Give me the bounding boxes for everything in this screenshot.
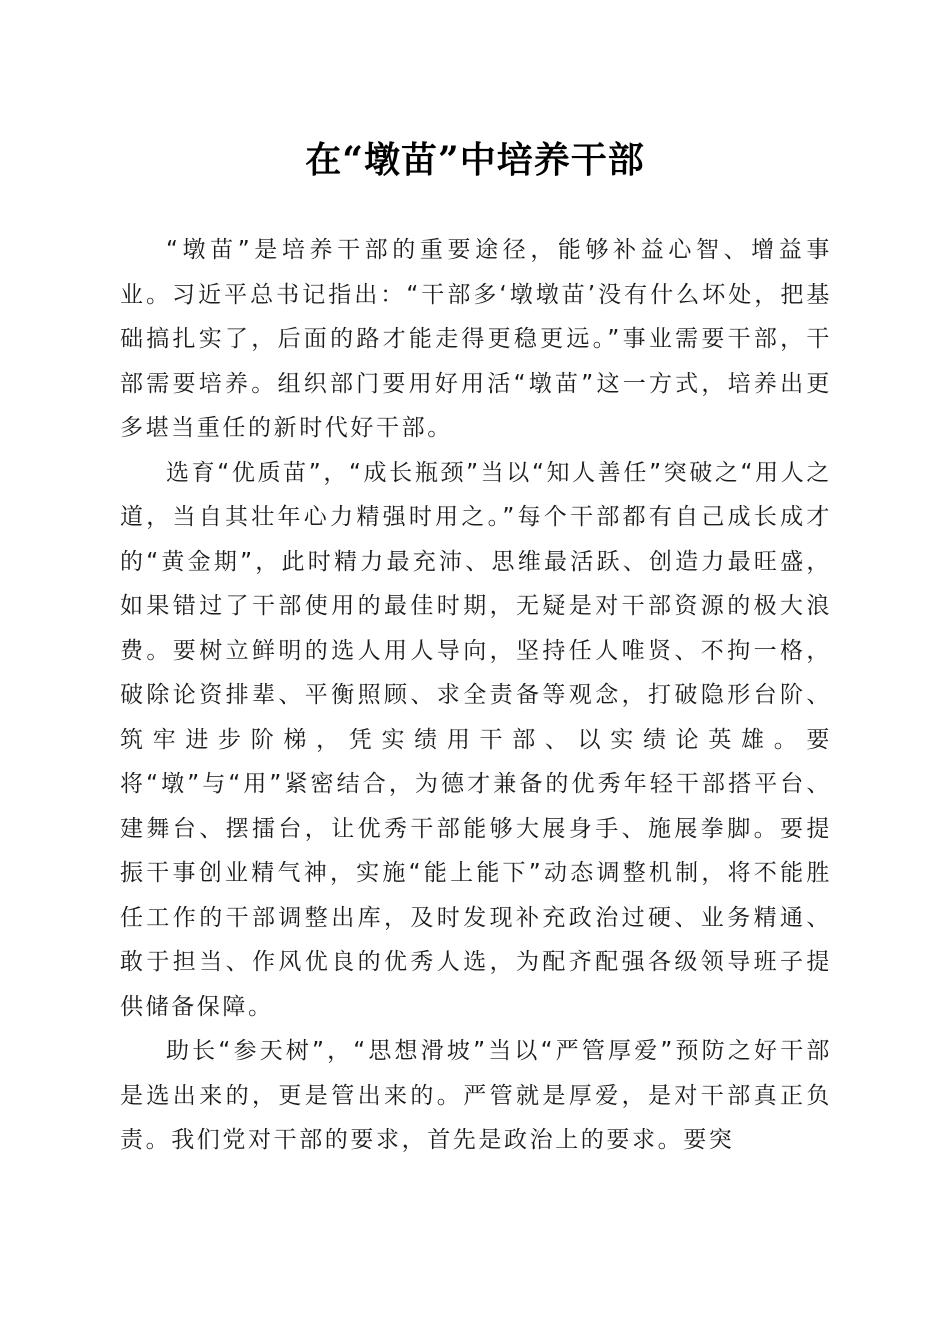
paragraph-3: 助长“参天树”，“思想滑坡”当以“严管厚爱”预防之好干部是选出来的，更是管出来的。严管就是厚爱，是对干部真正负责。我们党对干部的要求，首先是政治上的要求。要突 xyxy=(120,1038,832,1153)
paragraph-2: 选育“优质苗”，“成长瓶颈”当以“知人善任”突破之“用人之道，当自其壮年心力精强时用之。”每个干部都有自己成长成才的“黄金期”，此时精力最充沛、思维最活跃、创造力最旺盛，如果错过了干部使用的最佳时期，无疑是对干部资源的极大浪费。要树立鲜明的选人用人导向，坚持任人唯贤、不拘一格，破除论资排辈、平衡照顾、求全责备等观念，打破隐形台阶、筑牢进步阶梯，凭实绩用干部、以实绩论英雄。要将“墩”与“用”紧密结合，为德才兼备的优秀年轻干部搭平台、建舞台、摆擂台，让优秀干部能够大展身手、施展拳脚。要提振干事创业精气神，实施“能上能下”动态调整机制，将不能胜任工作的干部调整出库，及时发现补充政治过硬、业务精通、敢于担当、作风优良的优秀人选，为配齐配强各级领导班子提供储备保障。 xyxy=(120,459,832,1020)
document-body xyxy=(120,228,832,1163)
paragraph-1: “墩苗”是培养干部的重要途径，能够补益心智、增益事业。习近平总书记指出：“干部多‘墩墩苗’没有什么坏处，把基础搞扎实了，后面的路才能走得更稳更远。”事业需要干部，干部需要培养。组织部门要用好用活“墩苗”这一方式，培养出更多堪当重任的新时代好干部。 xyxy=(120,237,832,441)
document-title: 在“墩苗”中培养干部 xyxy=(305,139,645,181)
